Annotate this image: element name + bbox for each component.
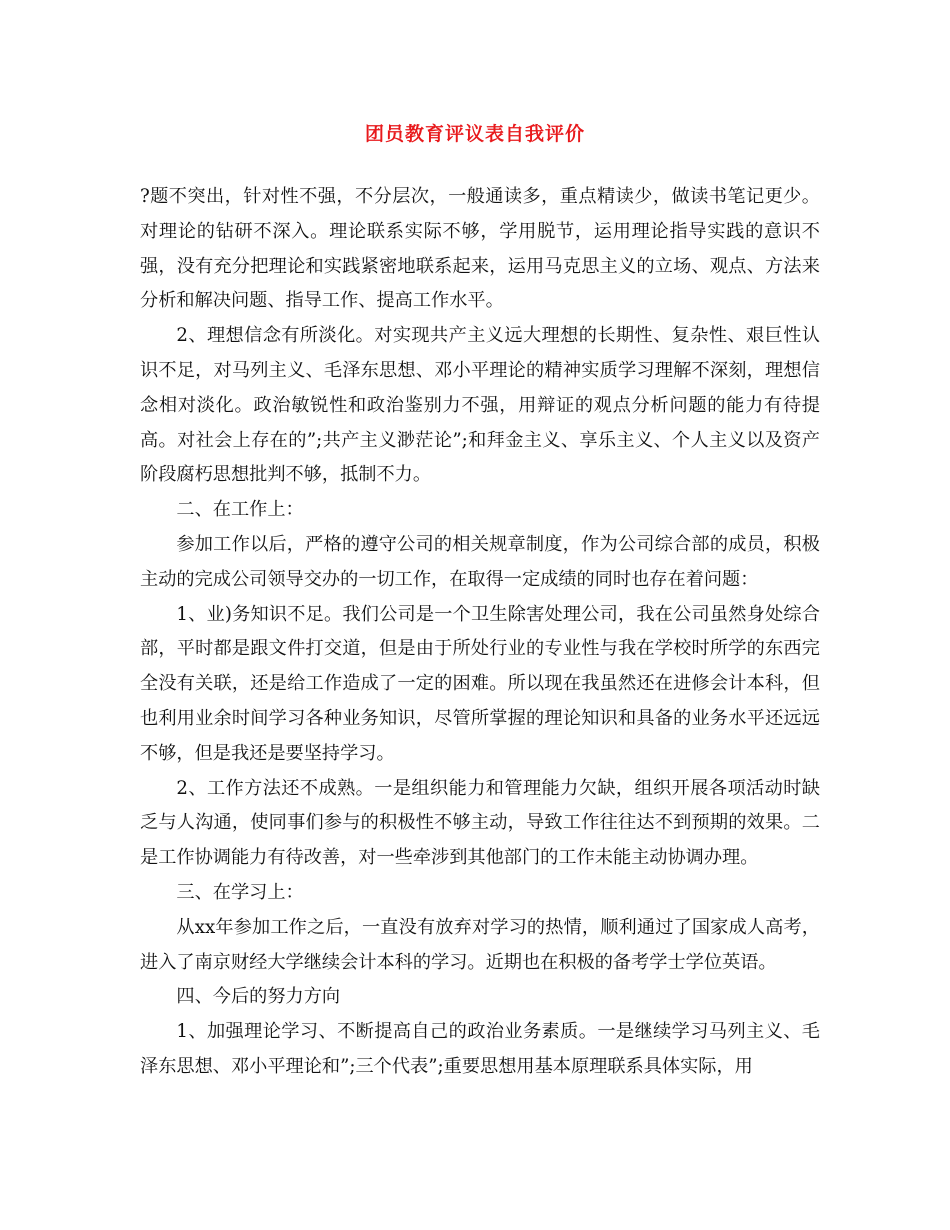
section-heading: 二、在工作上： <box>176 499 304 521</box>
section-heading: 四、今后的努力方向 <box>176 986 341 1008</box>
paragraph: 参加工作以后，严格的遵守公司的相关规章制度，作为公司综合部的成员，积极主动的完成公司领导交办的一切工作，在取得一定成绩的同时也存在着问题： <box>140 533 820 590</box>
paragraph: 2、理想信念有所淡化。对实现共产主义远大理想的长期性、复杂性、艰巨性认识不足，对马列主义、毛泽东思想、邓小平理论的精神实质学习理解不深刻，理想信念相对淡化。政治敏锐性和政治鉴别力不强，用辩证的观点分析问题的能力有待提高。对社会上存在的”;共产主义渺茫论”;和拜金主义、享乐主义、个人主义以及资产阶段腐朽思想批判不够，抵制不力。 <box>140 325 820 486</box>
paragraph: 1、业)务知识不足。我们公司是一个卫生除害处理公司，我在公司虽然身处综合部，平时都是跟文件打交道，但是由于所处行业的专业性与我在学校时所学的东西完全没有关联，还是给工作造成了一定的困难。所以现在我虽然还在进修会计本科，但也利用业余时间学习各种业务知识，尽管所掌握的理论知识和具备的业务水平还远远不够，但是我还是要坚持学习。 <box>140 603 820 764</box>
document-title: 团员教育评议表自我评价 <box>364 123 585 145</box>
paragraph: 2、工作方法还不成熟。一是组织能力和管理能力欠缺，组织开展各项活动时缺乏与人沟通，使同事们参与的积极性不够主动，导致工作往往达不到预期的效果。二是工作协调能力有待改善，对一些牵涉到其他部门的工作未能主动协调办理。 <box>140 777 820 869</box>
section-heading: 三、在学习上： <box>176 881 304 903</box>
paragraph: ?题不突出，针对性不强，不分层次，一般通读多，重点精读少，做读书笔记更少。对理论的钻研不深入。理论联系实际不够，学用脱节，运用理论指导实践的意识不强，没有充分把理论和实践紧密地联系起来，运用马克思主义的立场、观点、方法来分析和解决问题、指导工作、提高工作水平。 <box>140 186 820 312</box>
paragraph: 从xx年参加工作之后，一直没有放弃对学习的热情，顺利通过了国家成人高考，进入了南京财经大学继续会计本科的学习。近期也在积极的备考学士学位英语。 <box>140 916 820 973</box>
paragraph: 1、加强理论学习、不断提高自己的政治业务素质。一是继续学习马列主义、毛泽东思想、邓小平理论和”;三个代表”;重要思想用基本原理联系具体实际，用 <box>140 1021 820 1077</box>
document-body <box>140 180 820 1085</box>
